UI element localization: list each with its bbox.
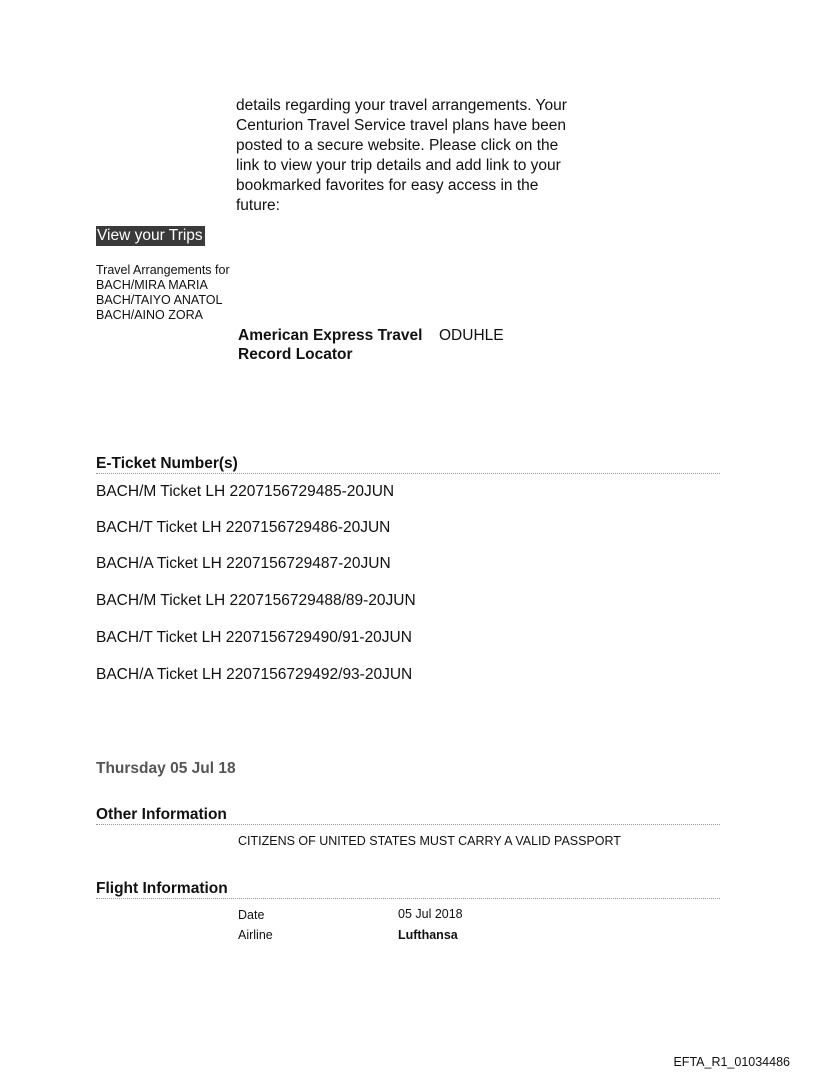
flight-information-heading: Flight Information [96, 879, 720, 899]
record-locator-label-line: Record Locator [238, 346, 353, 363]
ticket-number: BACH/M Ticket LH 2207156729488/89-20JUN [96, 592, 416, 609]
flight-date-value: 05 Jul 2018 [398, 907, 463, 921]
passport-note: CITIZENS OF UNITED STATES MUST CARRY A VALID PASSPORT [238, 834, 621, 848]
flight-date-label: Date [238, 908, 265, 922]
view-trips-link[interactable]: View your Trips [97, 227, 203, 244]
travel-arrangements [96, 263, 230, 323]
day-heading: Thursday 05 Jul 18 [96, 760, 236, 777]
intro-paragraph [236, 96, 606, 216]
document-id: EFTA_R1_01034486 [673, 1055, 790, 1069]
record-locator-value: ODUHLE [439, 327, 504, 344]
ticket-number: BACH/M Ticket LH 2207156729485-20JUN [96, 483, 395, 500]
traveler-name: BACH/MIRA MARIA [96, 278, 208, 292]
record-locator-label-line: American Express Travel [238, 327, 423, 344]
travel-arrangements-heading: Travel Arrangements for [96, 263, 230, 277]
ticket-number: BACH/A Ticket LH 2207156729487-20JUN [96, 555, 391, 572]
traveler-name: BACH/AINO ZORA [96, 308, 203, 322]
ticket-number: BACH/T Ticket LH 2207156729486-20JUN [96, 519, 391, 536]
intro-line: link to view your trip details and add link to your [236, 157, 561, 174]
record-locator-label [238, 326, 438, 364]
other-information-heading: Other Information [96, 805, 720, 825]
intro-line: future: [236, 197, 280, 214]
ticket-number: BACH/T Ticket LH 2207156729490/91-20JUN [96, 629, 412, 646]
intro-line: details regarding your travel arrangements. Your [236, 97, 567, 114]
eticket-heading: E-Ticket Number(s) [96, 454, 720, 474]
airline-label: Airline [238, 928, 273, 942]
intro-line: Centurion Travel Service travel plans have been [236, 117, 566, 134]
intro-line: bookmarked favorites for easy access in the [236, 177, 539, 194]
airline-value: Lufthansa [398, 928, 458, 942]
intro-line: posted to a secure website. Please click on the [236, 137, 559, 154]
traveler-name: BACH/TAIYO ANATOL [96, 293, 223, 307]
ticket-number: BACH/A Ticket LH 2207156729492/93-20JUN [96, 666, 413, 683]
